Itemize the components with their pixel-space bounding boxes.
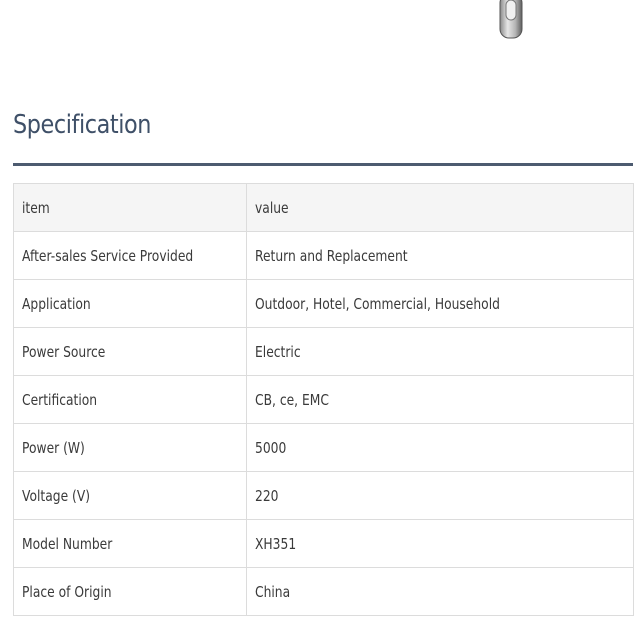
value-cell (247, 568, 634, 616)
table-header-row (14, 184, 634, 232)
value-cell (247, 232, 634, 280)
value-label: 220 (255, 486, 279, 505)
title-divider (13, 163, 633, 166)
table-row (14, 280, 634, 328)
value-cell (247, 520, 634, 568)
table-row (14, 376, 634, 424)
item-label: Model Number (22, 534, 113, 553)
table-row (14, 328, 634, 376)
value-cell (247, 280, 634, 328)
item-cell (14, 424, 247, 472)
header-value-label: value (255, 198, 289, 217)
value-cell (247, 328, 634, 376)
table-row (14, 232, 634, 280)
value-label: XH351 (255, 534, 297, 553)
item-label: Voltage (V) (22, 486, 91, 505)
item-cell (14, 520, 247, 568)
item-label: Power (W) (22, 438, 85, 457)
item-cell (14, 280, 247, 328)
item-cell (14, 328, 247, 376)
table-row (14, 520, 634, 568)
item-label: Application (22, 294, 91, 313)
value-label: CB, ce, EMC (255, 390, 329, 409)
value-label: Outdoor, Hotel, Commercial, Household (255, 294, 500, 313)
item-label: Place of Origin (22, 582, 112, 601)
item-cell (14, 376, 247, 424)
header-item-label: item (22, 198, 50, 217)
item-cell (14, 232, 247, 280)
specification-title: Specification (13, 110, 151, 140)
item-label: After-sales Service Provided (22, 246, 194, 265)
value-label: China (255, 582, 291, 601)
value-cell (247, 424, 634, 472)
item-cell (14, 472, 247, 520)
value-label: Return and Replacement (255, 246, 408, 265)
value-cell (247, 472, 634, 520)
value-label: Electric (255, 342, 301, 361)
table-row (14, 424, 634, 472)
item-cell (14, 568, 247, 616)
header-item-cell (14, 184, 247, 232)
table-row (14, 472, 634, 520)
header-value-cell (247, 184, 634, 232)
item-label: Power Source (22, 342, 106, 361)
specification-table (13, 183, 634, 616)
table-row (14, 568, 634, 616)
item-label: Certification (22, 390, 98, 409)
value-label: 5000 (255, 438, 287, 457)
value-cell (247, 376, 634, 424)
product-image (498, 0, 524, 40)
